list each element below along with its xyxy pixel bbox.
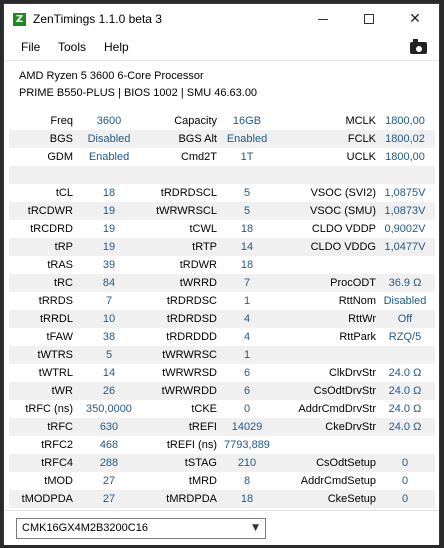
timing-value: Disabled xyxy=(383,295,427,307)
timing-label: tCWL xyxy=(189,223,217,235)
timing-value: 7 xyxy=(105,295,113,307)
footer xyxy=(4,510,439,545)
timing-label: tRFC4 xyxy=(41,457,73,469)
table-row xyxy=(9,166,435,184)
timing-label: VSOC (SVI2) xyxy=(310,187,376,199)
timing-label: ProcODT xyxy=(330,277,376,289)
timing-value: 5 xyxy=(243,205,251,217)
timing-value: 24.0 Ω xyxy=(388,421,422,433)
timing-label: tMODPDA xyxy=(21,493,73,505)
timing-value: 210 xyxy=(237,457,257,469)
timing-value: 0 xyxy=(401,475,409,487)
timing-label: tCKE xyxy=(191,403,217,415)
table-row xyxy=(9,382,435,400)
timing-value: 14 xyxy=(102,367,116,379)
timing-label: tSTAG xyxy=(184,457,217,469)
timing-value: 18 xyxy=(102,187,116,199)
timing-label: CsOdtSetup xyxy=(316,457,376,469)
timing-value: 5 xyxy=(105,349,113,361)
timing-label: ClkDrvStr xyxy=(328,367,376,379)
table-row xyxy=(9,436,435,454)
timing-value: 1,0873V xyxy=(384,205,426,217)
timing-value: 1800,02 xyxy=(385,133,425,145)
timing-value: 288 xyxy=(99,457,119,469)
timing-value: 19 xyxy=(102,241,116,253)
chevron-down-icon: ▼ xyxy=(252,523,259,533)
timing-label: tRP xyxy=(54,241,73,253)
timing-label: CLDO VDDG xyxy=(310,241,376,253)
timing-value: 27 xyxy=(102,493,116,505)
timing-value: 27 xyxy=(102,475,116,487)
timing-label: CsOdtDrvStr xyxy=(313,385,376,397)
table-row xyxy=(9,400,435,418)
timing-label: AddrCmdSetup xyxy=(300,475,376,487)
timing-label: tRAS xyxy=(47,259,73,271)
timing-label: UCLK xyxy=(346,151,376,163)
timing-value: 84 xyxy=(102,277,116,289)
timing-value: 1 xyxy=(243,295,251,307)
timing-label: FCLK xyxy=(347,133,376,145)
menu-tools[interactable]: Tools xyxy=(58,40,87,54)
timing-label: tWTRL xyxy=(38,367,73,379)
timing-label: BGS xyxy=(49,133,73,145)
timing-label: tREFI (ns) xyxy=(166,439,217,451)
timing-label: tWRWRDD xyxy=(161,385,217,397)
timing-value: 10 xyxy=(102,313,116,325)
board-info: PRIME B550-PLUS | BIOS 1002 | SMU 46.63.00 xyxy=(19,87,258,99)
maximize-icon xyxy=(364,14,374,24)
timing-value: 24.0 Ω xyxy=(388,403,422,415)
timing-value: 14 xyxy=(240,241,254,253)
menu-bar xyxy=(4,34,439,60)
timing-label: Cmd2T xyxy=(180,151,217,163)
timing-label: tWRWRSD xyxy=(162,367,217,379)
timing-value: 1,0875V xyxy=(384,187,426,199)
timing-value: 36.9 Ω xyxy=(388,277,422,289)
timing-value: Enabled xyxy=(226,133,268,145)
timing-label: CLDO VDDP xyxy=(311,223,376,235)
timing-value: 19 xyxy=(102,223,116,235)
timing-value: 7793,889 xyxy=(224,439,270,451)
table-row xyxy=(9,274,435,292)
timing-label: tCL xyxy=(55,187,73,199)
table-row xyxy=(9,310,435,328)
timing-label: tMOD xyxy=(44,475,73,487)
timing-label: BGS Alt xyxy=(178,133,217,145)
table-row xyxy=(9,472,435,490)
table-row xyxy=(9,490,435,508)
close-icon: ✕ xyxy=(409,11,421,27)
timing-label: tRDRDSC xyxy=(166,295,217,307)
timing-label: tFAW xyxy=(46,331,73,343)
timing-label: tRDWR xyxy=(179,259,217,271)
timing-label: tRTP xyxy=(192,241,217,253)
timing-value: 0 xyxy=(401,457,409,469)
table-row xyxy=(9,292,435,310)
table-row xyxy=(9,130,435,148)
timing-value: Disabled xyxy=(87,133,131,145)
timing-value: 24.0 Ω xyxy=(388,367,422,379)
timing-label: tRFC (ns) xyxy=(25,403,73,415)
table-row xyxy=(9,238,435,256)
table-row xyxy=(9,112,435,130)
timing-value: 19 xyxy=(102,205,116,217)
timing-value: 5 xyxy=(243,187,251,199)
table-row xyxy=(9,184,435,202)
timing-value: 0,9002V xyxy=(384,223,426,235)
timing-value: 16GB xyxy=(232,115,262,127)
table-row xyxy=(9,364,435,382)
table-row xyxy=(9,256,435,274)
timing-label: tRC xyxy=(54,277,73,289)
table-row xyxy=(9,346,435,364)
timing-value: 6 xyxy=(243,385,251,397)
timing-label: Capacity xyxy=(174,115,217,127)
timing-value: RZQ/5 xyxy=(388,331,422,343)
timing-label: tRCDRD xyxy=(30,223,73,235)
timing-value: 350,0000 xyxy=(86,403,132,415)
app-z-icon: Z xyxy=(13,13,26,26)
module-select[interactable] xyxy=(16,518,266,539)
timing-label: tRRDL xyxy=(39,313,73,325)
timing-label: tRCDWR xyxy=(27,205,73,217)
maximize-button[interactable] xyxy=(346,4,392,34)
timing-label: tRDRDDD xyxy=(166,331,217,343)
timing-value: 14029 xyxy=(231,421,263,433)
timing-label: Freq xyxy=(50,115,73,127)
timing-label: tWTRS xyxy=(37,349,73,361)
timing-value: 8 xyxy=(243,475,251,487)
system-info xyxy=(4,60,439,108)
timing-value: 39 xyxy=(102,259,116,271)
timing-label: CkeSetup xyxy=(327,493,376,505)
timings-table xyxy=(9,112,435,508)
timing-label: RttWr xyxy=(348,313,376,325)
timing-label: tWR xyxy=(51,385,73,397)
timing-value: 6 xyxy=(243,367,251,379)
timing-label: tRDRDSCL xyxy=(160,187,217,199)
close-button[interactable] xyxy=(392,4,438,34)
menu-help[interactable]: Help xyxy=(104,40,129,54)
timing-value: 26 xyxy=(102,385,116,397)
timing-label: tREFI xyxy=(188,421,217,433)
timing-value: 7 xyxy=(243,277,251,289)
timing-value: Off xyxy=(397,313,413,325)
timing-value: 4 xyxy=(243,331,251,343)
timing-label: VSOC (SMU) xyxy=(310,205,376,217)
timing-label: tWRWRSCL xyxy=(156,205,217,217)
window-title: ZenTimings 1.1.0 beta 3 xyxy=(33,12,162,26)
menu-file[interactable]: File xyxy=(21,40,41,54)
table-row xyxy=(9,454,435,472)
app-window xyxy=(3,3,440,544)
timing-label: RttNom xyxy=(338,295,376,307)
timing-value: 1800,00 xyxy=(385,115,425,127)
timing-value: 630 xyxy=(99,421,119,433)
table-row xyxy=(9,148,435,166)
timing-value: 1800,00 xyxy=(385,151,425,163)
timing-label: tRDRDSD xyxy=(166,313,217,325)
timing-value: 24.0 Ω xyxy=(388,385,422,397)
timing-label: tMRDPDA xyxy=(166,493,217,505)
timing-value: 18 xyxy=(240,259,254,271)
timing-value: 1 xyxy=(243,349,251,361)
minimize-icon xyxy=(318,19,328,20)
timing-value: 38 xyxy=(102,331,116,343)
timing-label: CkeDrvStr xyxy=(325,421,376,433)
timing-value: 468 xyxy=(99,439,119,451)
table-row xyxy=(9,328,435,346)
camera-icon[interactable] xyxy=(410,42,427,54)
title-bar[interactable] xyxy=(4,4,439,34)
timing-label: tMRD xyxy=(188,475,217,487)
module-select-value: CMK16GX4M2B3200C16 xyxy=(22,522,148,534)
timing-value: 1,0477V xyxy=(384,241,426,253)
timing-value: 0 xyxy=(401,493,409,505)
table-row xyxy=(9,220,435,238)
timing-label: MCLK xyxy=(345,115,376,127)
timing-label: tRFC xyxy=(47,421,73,433)
minimize-button[interactable] xyxy=(300,4,346,34)
timing-value: 3600 xyxy=(96,115,122,127)
timing-label: tRFC2 xyxy=(41,439,73,451)
timing-value: 18 xyxy=(240,223,254,235)
timing-value: 4 xyxy=(243,313,251,325)
timing-value: 0 xyxy=(243,403,251,415)
timing-label: tWRRD xyxy=(179,277,217,289)
cpu-name: AMD Ryzen 5 3600 6-Core Processor xyxy=(19,70,204,82)
timing-label: AddrCmdDrvStr xyxy=(298,403,376,415)
table-row xyxy=(9,202,435,220)
timing-label: tWRWRSC xyxy=(162,349,217,361)
timing-value: Enabled xyxy=(88,151,130,163)
timing-value: 18 xyxy=(240,493,254,505)
timing-label: RttPark xyxy=(339,331,376,343)
timing-label: tRRDS xyxy=(38,295,73,307)
table-row xyxy=(9,418,435,436)
timing-value: 1T xyxy=(240,151,254,163)
timing-label: GDM xyxy=(47,151,73,163)
